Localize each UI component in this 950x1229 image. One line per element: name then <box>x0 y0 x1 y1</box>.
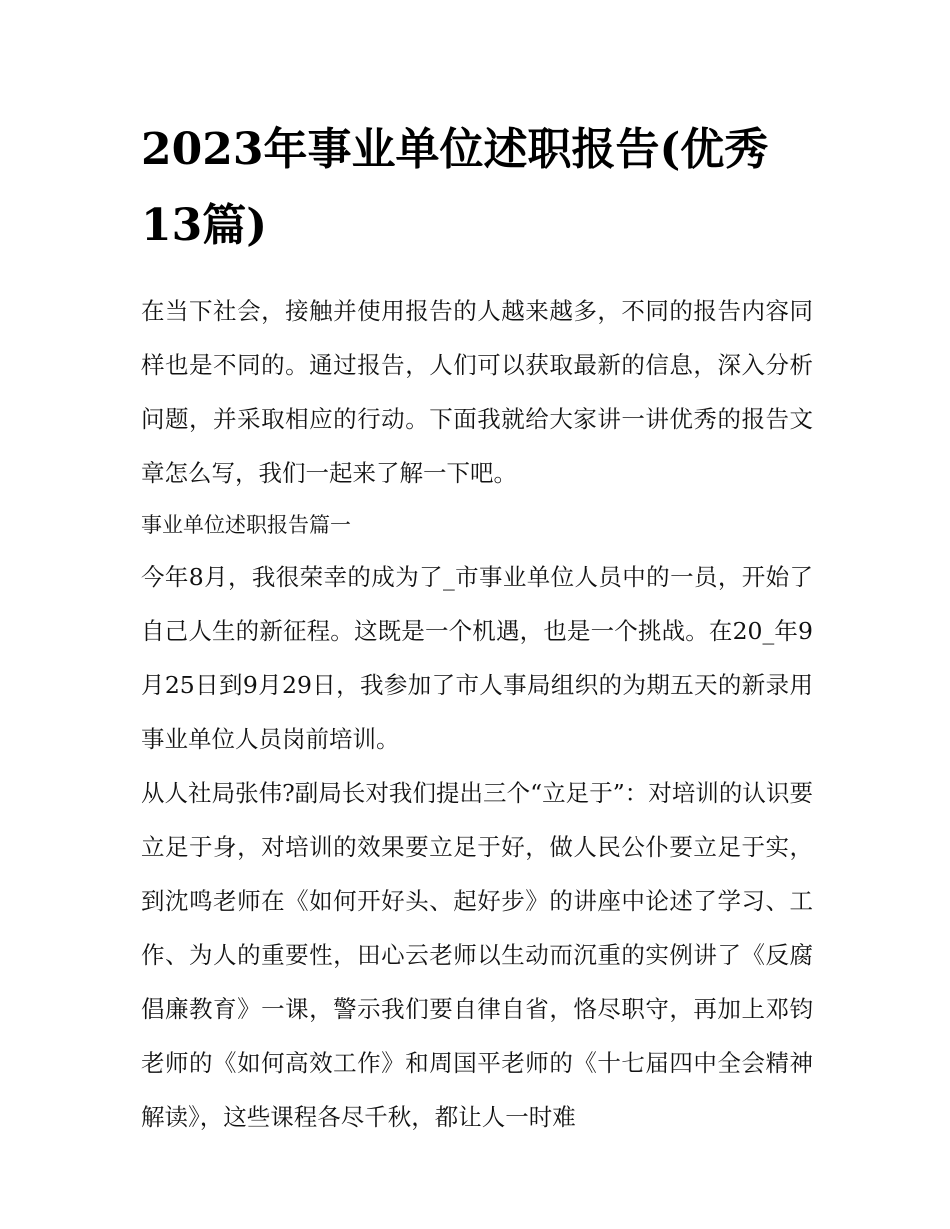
document-body <box>141 112 813 1144</box>
intro-paragraph: 在当下社会，接触并使用报告的人越来越多，不同的报告内容同样也是不同的。通过报告，人们可以获取最新的信息，深入分析问题，并采取相应的行动。下面我就给大家讲一讲优秀的报告文章怎么写，我们一起来了解一下吧。 <box>141 297 813 487</box>
body-paragraph: 今年8月，我很荣幸的成为了_市事业单位人员中的一员，开始了自己人生的新征程。这既是一个机遇，也是一个挑战。在20_年9月25日到9月29日，我参加了市人事局组织的为期五天的新录用事业单位人员岗前培训。 <box>141 563 813 753</box>
body-paragraph: 从人社局张伟?副局长对我们提出三个“立足于”：对培训的认识要立足于身，对培训的效果要立足于好，做人民公仆要立足于实，到沈鸣老师在《如何开好头、起好步》的讲座中论述了学习、工作、为人的重要性，田心云老师以生动而沉重的实例讲了《反腐倡廉教育》一课，警示我们要自律自省，恪尽职守，再加上邓钧老师的《如何高效工作》和周国平老师的《十七届四中全会精神解读》，这些课程各尽千秋，都让人一时难 <box>141 779 813 1131</box>
document-title: 2023年事业单位述职报告(优秀13篇) <box>141 124 769 251</box>
section-heading: 事业单位述职报告篇一 <box>141 513 351 537</box>
